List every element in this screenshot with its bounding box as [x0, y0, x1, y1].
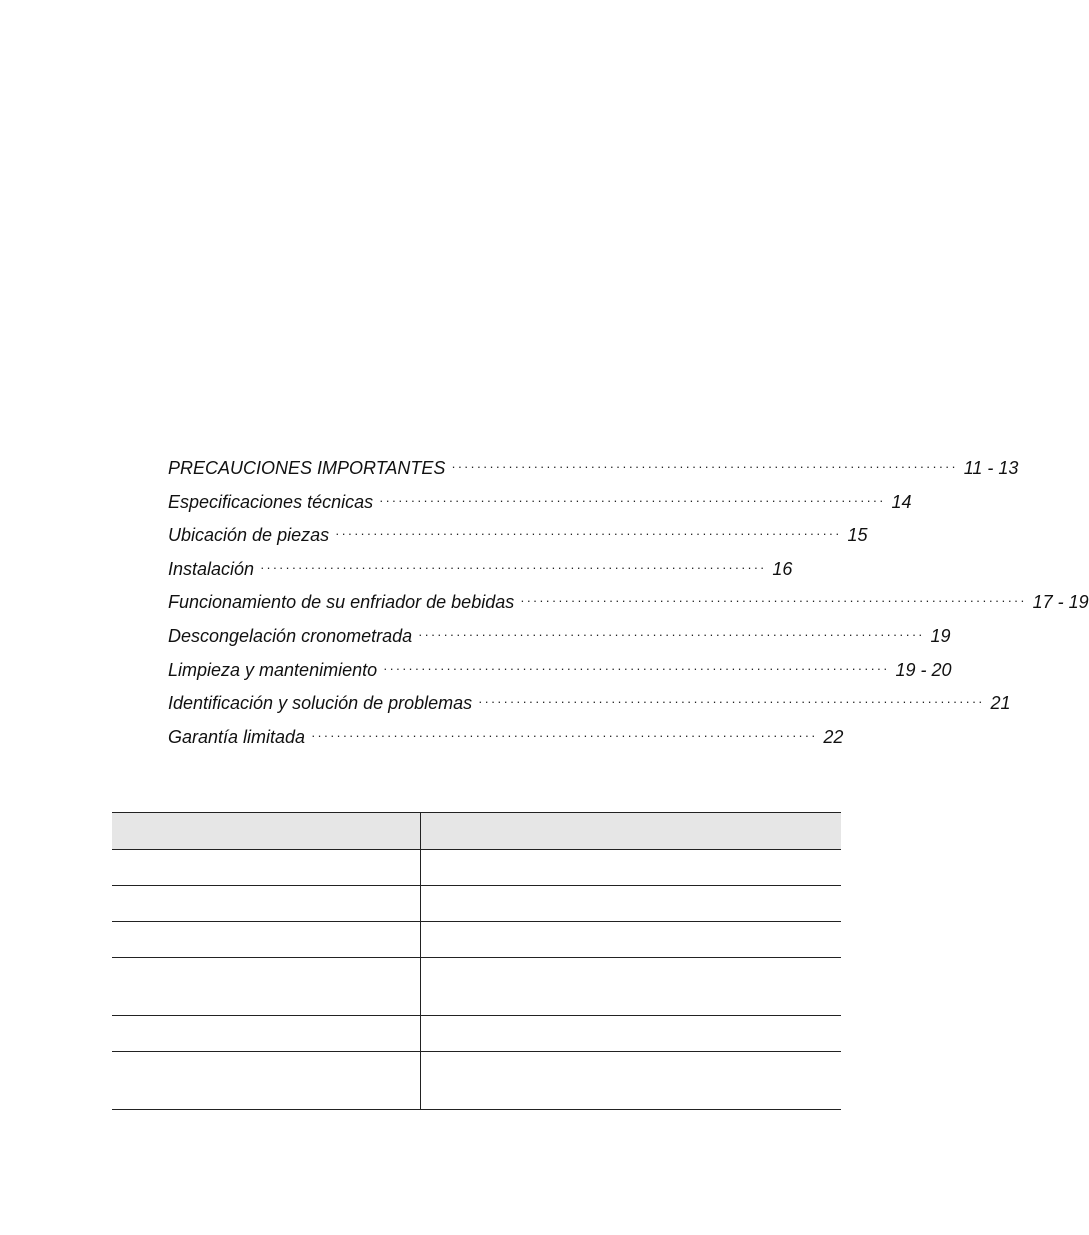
table-cell — [421, 1052, 842, 1110]
table-cell — [421, 886, 842, 922]
table-cell — [112, 1052, 421, 1110]
table-cell — [112, 922, 421, 958]
table-row — [112, 1052, 841, 1110]
table-cell — [112, 958, 421, 1016]
toc-entry-title: Ubicación de piezas — [168, 525, 330, 546]
dot-leader: ················································································ — [379, 492, 886, 508]
dot-leader: ················································································ — [260, 559, 767, 575]
table-cell — [421, 958, 842, 1016]
toc-entry[interactable] — [168, 657, 952, 691]
dot-leader: ················································································ — [520, 593, 1027, 609]
toc-entry-title: Instalación — [168, 558, 255, 579]
toc-entry-page: 19 - 20 — [895, 659, 952, 680]
toc-entry-page: 22 — [823, 726, 844, 747]
table-cell — [421, 922, 842, 958]
dot-leader: ················································································ — [383, 660, 890, 676]
toc-entry[interactable] — [168, 724, 844, 758]
toc-entry-title: Identificación y solución de problemas — [168, 693, 473, 714]
toc-entry[interactable] — [168, 489, 912, 523]
table-row — [112, 850, 841, 886]
toc-entry-title: Garantía limitada — [168, 726, 306, 747]
dot-leader: ················································································ — [451, 459, 958, 474]
table-cell — [112, 886, 421, 922]
dot-leader: ················································································ — [335, 526, 842, 542]
table-cell — [112, 813, 421, 850]
toc-entry-page: 19 — [930, 625, 951, 646]
toc-entry-title: Limpieza y mantenimiento — [168, 659, 378, 680]
dot-leader: ················································································ — [478, 694, 985, 710]
toc-entry[interactable] — [168, 589, 1089, 623]
table-cell — [421, 813, 842, 850]
table-row — [112, 1016, 841, 1052]
toc-entry-page: 17 - 19 — [1032, 592, 1089, 613]
toc-entry-title: PRECAUCIONES IMPORTANTES — [168, 458, 446, 478]
table-cell — [112, 1016, 421, 1052]
toc-entry[interactable] — [168, 455, 1019, 489]
table-header-row — [112, 813, 841, 850]
table-of-contents — [168, 455, 1089, 757]
toc-entry-title: Descongelación cronometrada — [168, 625, 413, 646]
toc-entry[interactable] — [168, 556, 793, 590]
toc-entry-page: 14 — [891, 491, 912, 512]
table-cell — [421, 1016, 842, 1052]
table-row — [112, 922, 841, 958]
toc-entry[interactable] — [168, 690, 1011, 724]
dot-leader: ················································································ — [311, 727, 818, 743]
table-cell — [112, 850, 421, 886]
toc-entry[interactable] — [168, 623, 951, 657]
toc-entry-page: 15 — [847, 525, 868, 546]
dot-leader: ················································································ — [418, 626, 925, 642]
blank-record-table — [112, 812, 841, 1110]
toc-entry-page: 11 - 13 — [963, 458, 1019, 478]
toc-entry-title: Funcionamiento de su enfriador de bebidas — [168, 592, 515, 613]
table-cell — [421, 850, 842, 886]
toc-entry-page: 21 — [990, 693, 1011, 714]
toc-entry-page: 16 — [772, 558, 793, 579]
toc-entry[interactable] — [168, 522, 868, 556]
table-row — [112, 958, 841, 1016]
toc-entry-title: Especificaciones técnicas — [168, 491, 374, 512]
table-row — [112, 886, 841, 922]
